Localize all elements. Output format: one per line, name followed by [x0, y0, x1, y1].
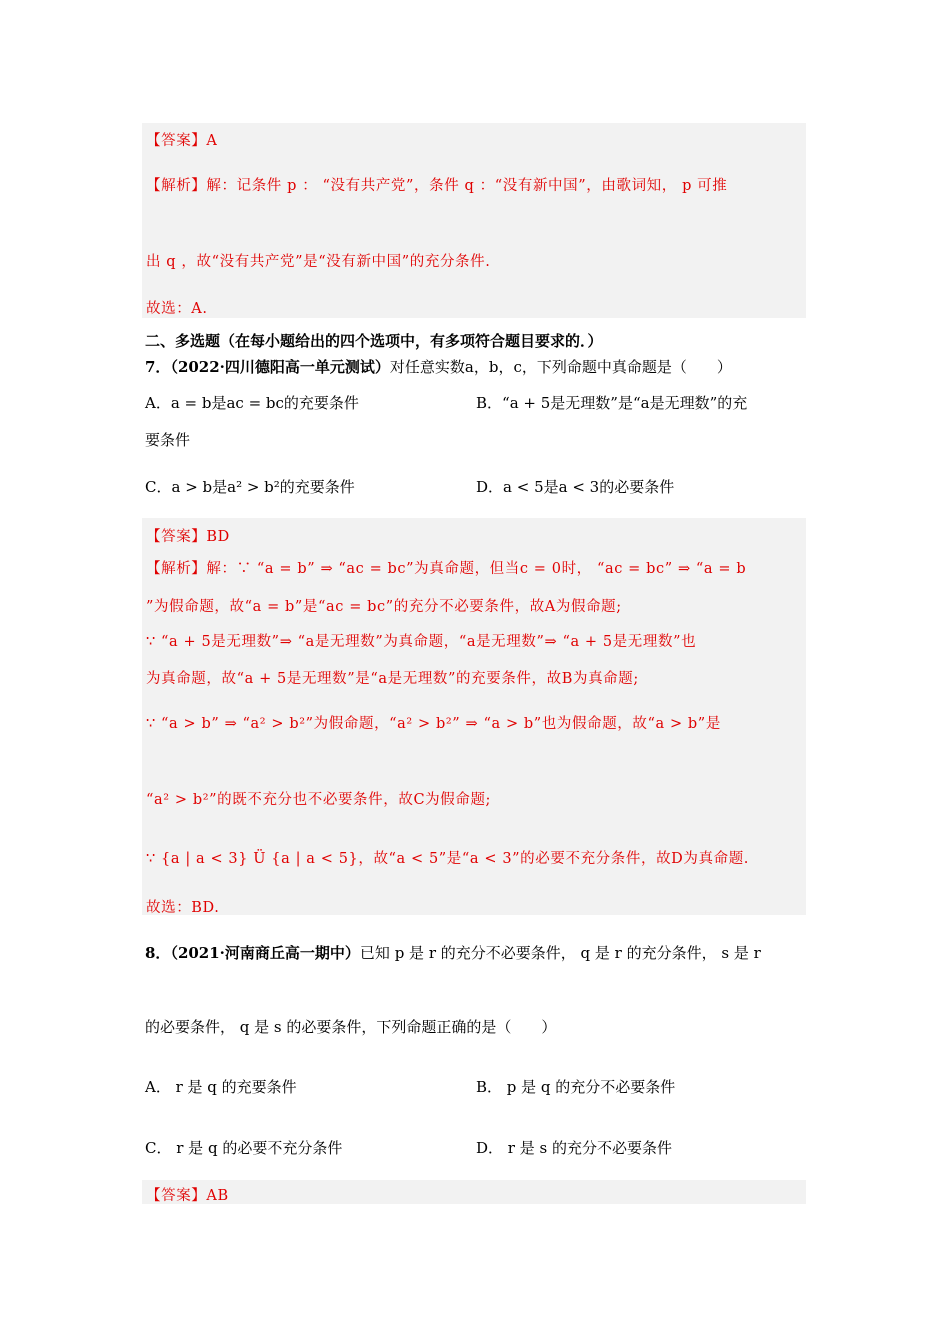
- q7-option-b: B．“a + 5是无理数”是“a是无理数”的充: [476, 394, 748, 412]
- q6-answer: [146, 129, 217, 150]
- q8-option-c: C． r 是 q 的必要不充分条件: [145, 1139, 343, 1157]
- answer-label: 【答案】: [146, 133, 207, 149]
- q7-analysis-line1: 【解析】解：∵ “a = b” ⇒ “ac = bc”为真命题，但当c = 0时， “ac = bc” ⇒ “a = b: [146, 561, 747, 577]
- q7-option-a: A．a = b是ac = bc的充要条件: [145, 394, 359, 412]
- answer-value: AB: [206, 1188, 229, 1204]
- q6-answer-box: [142, 123, 806, 318]
- q8-answer-box: [142, 1180, 806, 1204]
- q7-analysis-line3: ∵ “a + 5是无理数”⇒ “a是无理数”为真命题，“a是无理数”⇒ “a + 5是无理数”也: [146, 634, 697, 650]
- q7-analysis-line4: 为真命题，故“a + 5是无理数”是“a是无理数”的充要条件，故B为真命题;: [146, 671, 639, 687]
- q7-option-c: C．a > b是a² > b²的充要条件: [145, 478, 355, 496]
- q7-stem: 7．（2022·四川德阳高一单元测试）对任意实数a，b，c，下列命题中真命题是（ ）: [145, 358, 732, 376]
- q7-conclusion: 故选：BD.: [146, 900, 220, 916]
- q8-option-a: A． r 是 q 的充要条件: [145, 1078, 297, 1096]
- q7-analysis-line5: ∵ “a > b” ⇒ “a² > b²”为假命题，“a² > b²” ⇒ “a > b”也为假命题，故“a > b”是: [146, 716, 721, 732]
- q7-analysis-line2: ”为假命题，故“a = b”是“ac = bc”的充分不必要条件，故A为假命题;: [146, 599, 622, 615]
- answer-value: A: [206, 133, 218, 149]
- q7-analysis-line6: “a² > b²”的既不充分也不必要条件，故C为假命题;: [146, 792, 492, 808]
- answer-label: 【答案】: [146, 1188, 207, 1204]
- section-heading: 二、多选题（在每小题给出的四个选项中，有多项符合题目要求的．）: [145, 332, 603, 350]
- q8-stem-line2: 的必要条件， q 是 s 的必要条件，下列命题正确的是（ ）: [145, 1018, 557, 1036]
- q8-option-b: B． p 是 q 的充分不必要条件: [476, 1078, 676, 1096]
- analysis-label: 【解析】: [146, 561, 207, 577]
- answer-value: BD: [206, 529, 230, 545]
- q8-option-d: D． r 是 s 的充分不必要条件: [476, 1139, 672, 1157]
- q8-answer: [146, 1184, 229, 1205]
- answer-label: 【答案】: [146, 529, 207, 545]
- analysis-label: 【解析】: [146, 178, 207, 194]
- q7-option-b-cont: 要条件: [145, 431, 191, 449]
- q7-answer: [146, 525, 230, 546]
- q6-analysis-line2: 出 q ，故“没有共产党”是“没有新中国”的充分条件.: [146, 254, 491, 270]
- q7-analysis-line7: ∵ {a | a < 3} Ü {a | a < 5}，故“a < 5”是“a < 3”的必要不充分条件，故D为真命题.: [146, 851, 750, 867]
- q7-option-d: D．a < 5是a < 3的必要条件: [476, 478, 675, 496]
- q6-conclusion: 故选：A.: [146, 301, 208, 317]
- q6-analysis-line1: 【解析】解：记条件 p ： “没有共产党”，条件 q ：“没有新中国”，由歌词知， p 可推: [146, 178, 728, 194]
- q8-stem-line1: 8．（2021·河南商丘高一期中）已知 p 是 r 的充分不必要条件， q 是 r 的充分条件， s 是 r: [145, 944, 761, 962]
